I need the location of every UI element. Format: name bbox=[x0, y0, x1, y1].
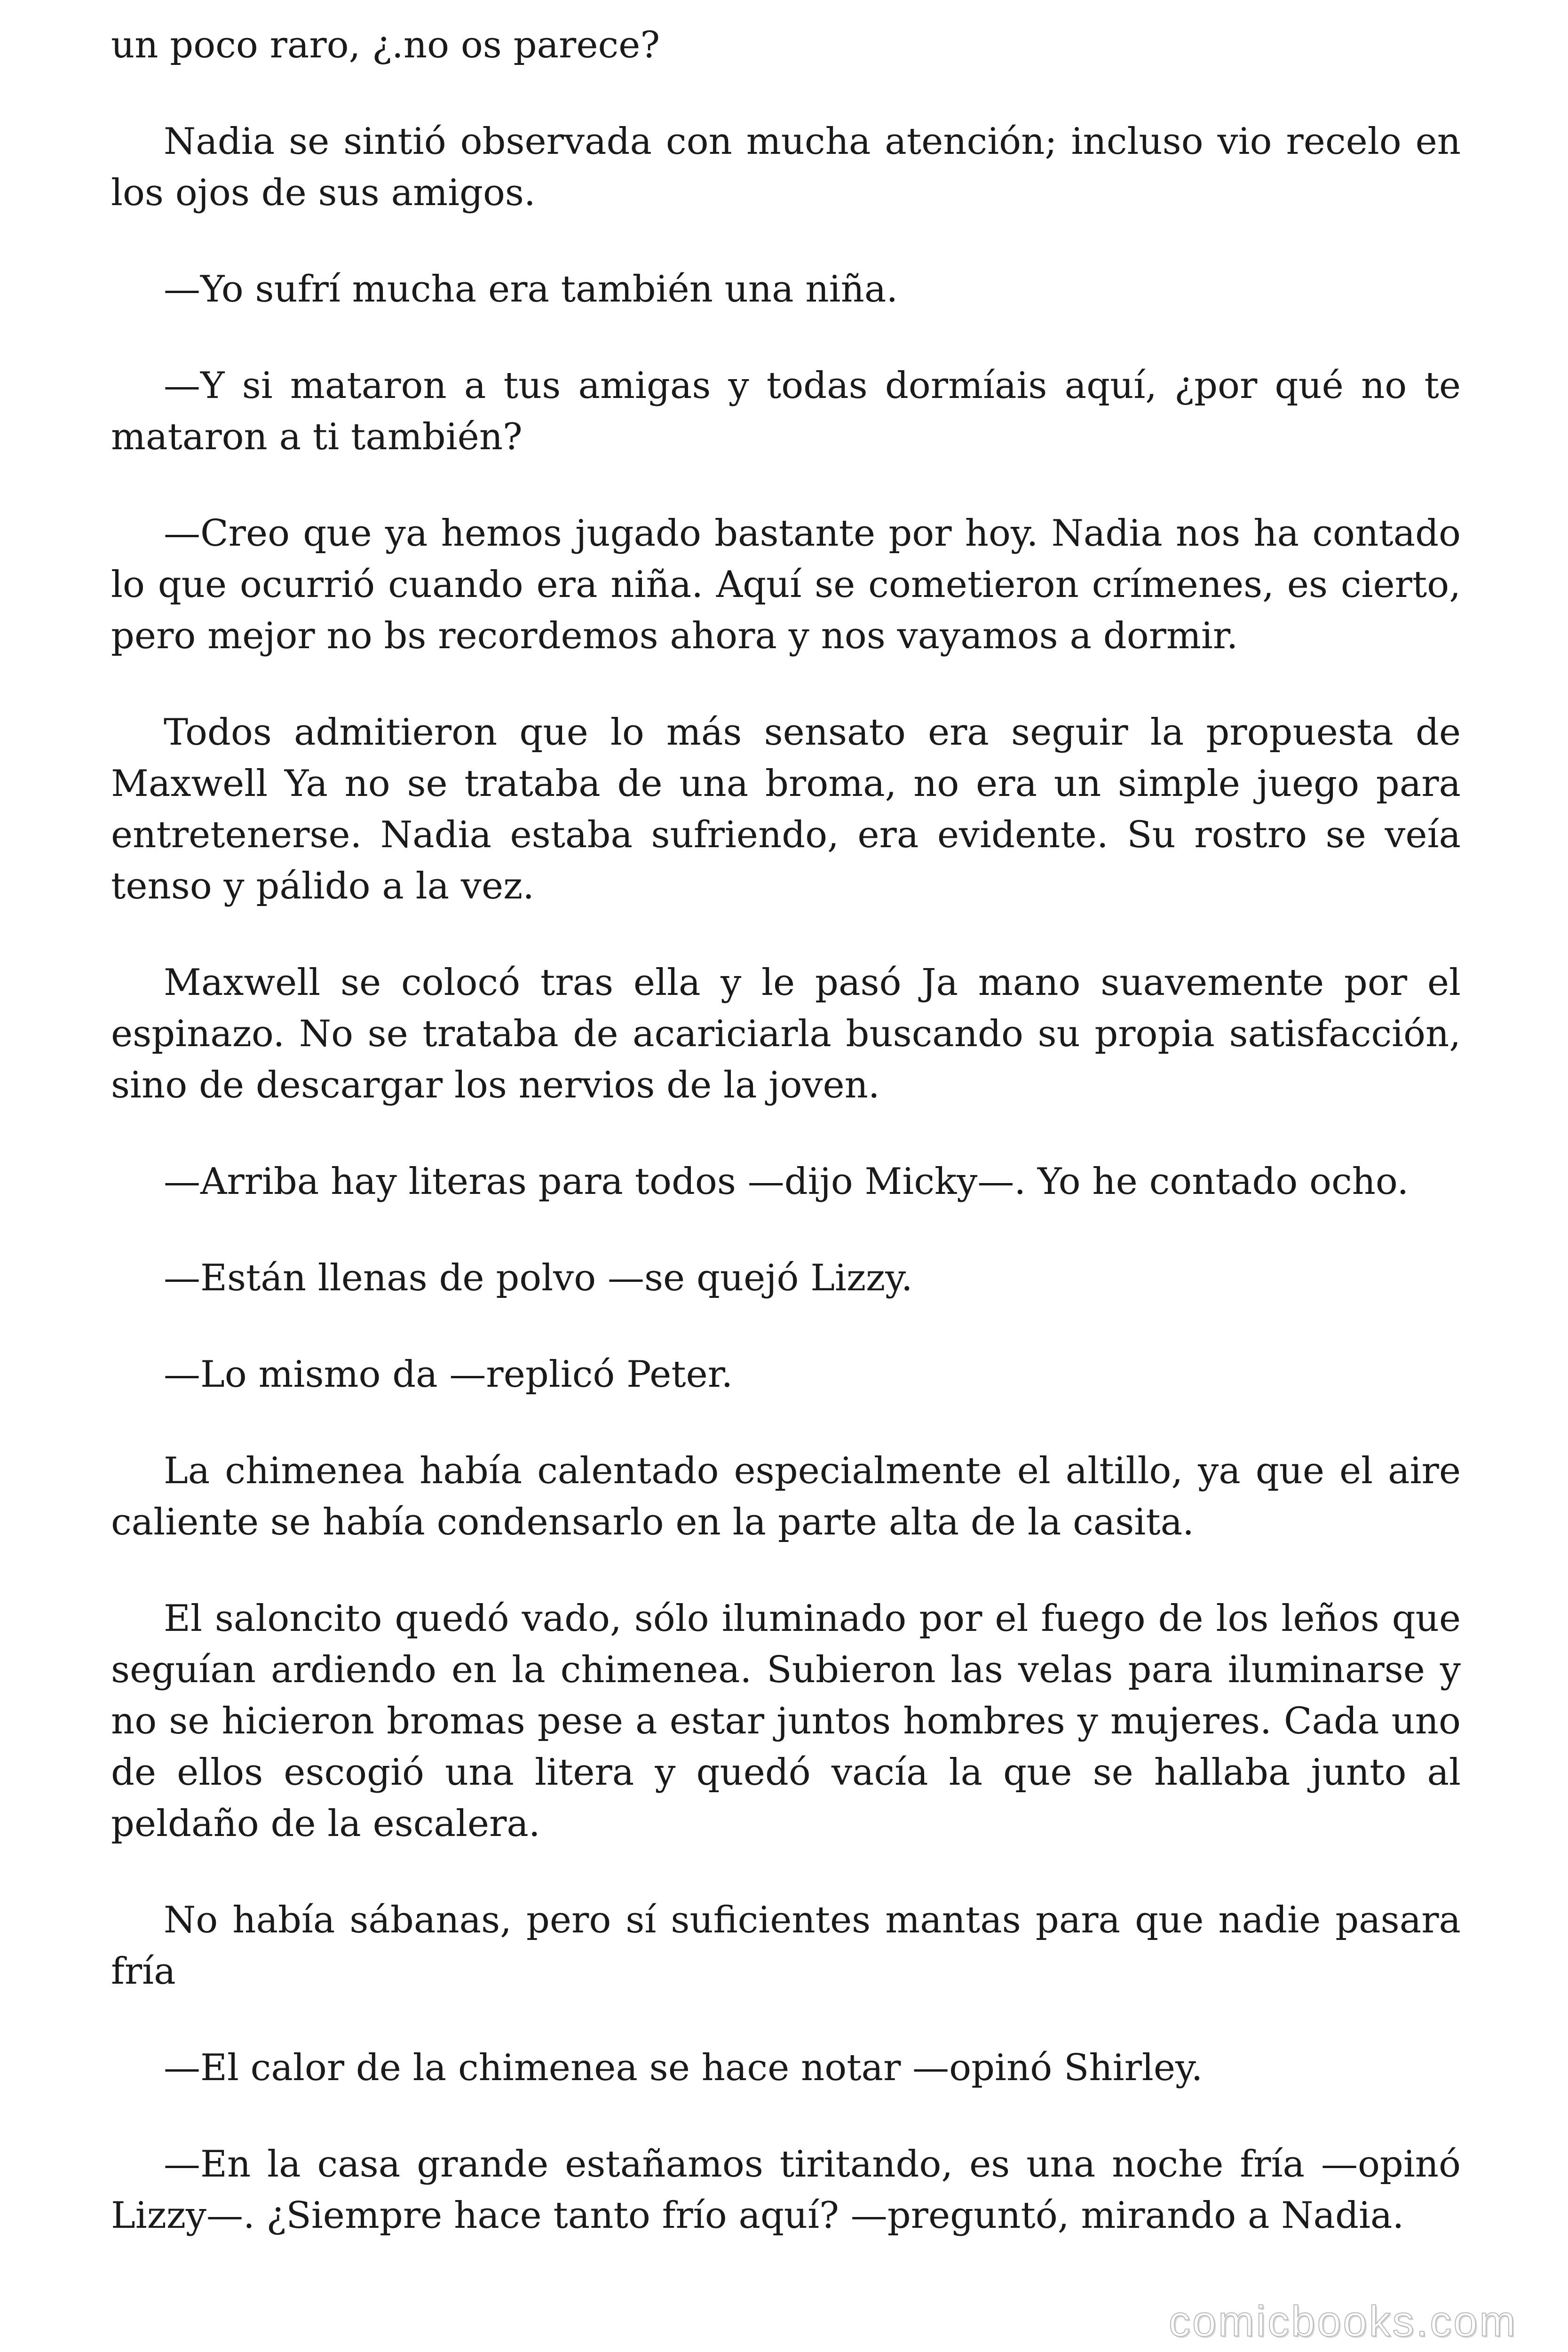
paragraph: Nadia se sintió observada con mucha atención; incluso vio recelo en los ojos de sus amigos. bbox=[111, 120, 1461, 214]
paragraph: —Y si mataron a tus amigas y todas dormíais aquí, ¿por qué no te mataron a ti también? bbox=[111, 365, 1461, 458]
paragraph: —En la casa grande estañamos tiritando, es una noche fría —opinó Lizzy—. ¿Siempre hace tanto frío aquí? —preguntó, mirando a Nadia. bbox=[111, 2143, 1461, 2237]
paragraph: —Creo que ya hemos jugado bastante por hoy. Nadia nos ha contado lo que ocurrió cuando era niña. Aquí se cometieron crímenes, es cierto, pero mejor no bs recordemos ahora y nos vayamos a dormir. bbox=[111, 512, 1461, 657]
paragraph: El saloncito quedó vado, sólo iluminado por el fuego de los leños que seguían ardiendo en la chimenea. Subieron las velas para iluminarse y no se hicieron bromas pese a estar juntos hombres y mujeres. Cada uno de ellos escogió una litera y quedó vacía la que se hallaba junto al peldaño de la escalera. bbox=[111, 1597, 1461, 1845]
paragraph: —Arriba hay literas para todos —dijo Micky—. Yo he contado ocho. bbox=[164, 1160, 1409, 1203]
paragraph: —El calor de la chimenea se hace notar —opinó Shirley. bbox=[164, 2047, 1203, 2089]
paragraph: La chimenea había calentado especialmente el altillo, ya que el aire caliente se había condensarlo en la parte alta de la casita. bbox=[111, 1450, 1461, 1543]
watermark: comicbooks.com bbox=[1168, 2297, 1517, 2345]
paragraph: Maxwell se colocó tras ella y le pasó Ja mano suavemente por el espinazo. No se trataba de acariciarla buscando su propia satisfacción, sino de descargar los nervios de la joven. bbox=[111, 961, 1461, 1106]
book-page bbox=[111, 0, 1461, 2287]
paragraph: No había sábanas, pero sí suficientes mantas para que nadie pasara fría bbox=[111, 1899, 1461, 1993]
paragraph: —Yo sufrí mucha era también una niña. bbox=[164, 268, 898, 310]
paragraph: Todos admitieron que lo más sensato era seguir la propuesta de Maxwell Ya no se trataba de una broma, no era un simple juego para entretenerse. Nadia estaba sufriendo, era evidente. Su rostro se veía tenso y pálido a la vez. bbox=[111, 711, 1461, 907]
paragraph: —Están llenas de polvo —se quejó Lizzy. bbox=[164, 1257, 913, 1299]
paragraph: un poco raro, ¿.no os parece? bbox=[111, 24, 660, 66]
paragraph: —Lo mismo da —replicó Peter. bbox=[164, 1353, 733, 1396]
